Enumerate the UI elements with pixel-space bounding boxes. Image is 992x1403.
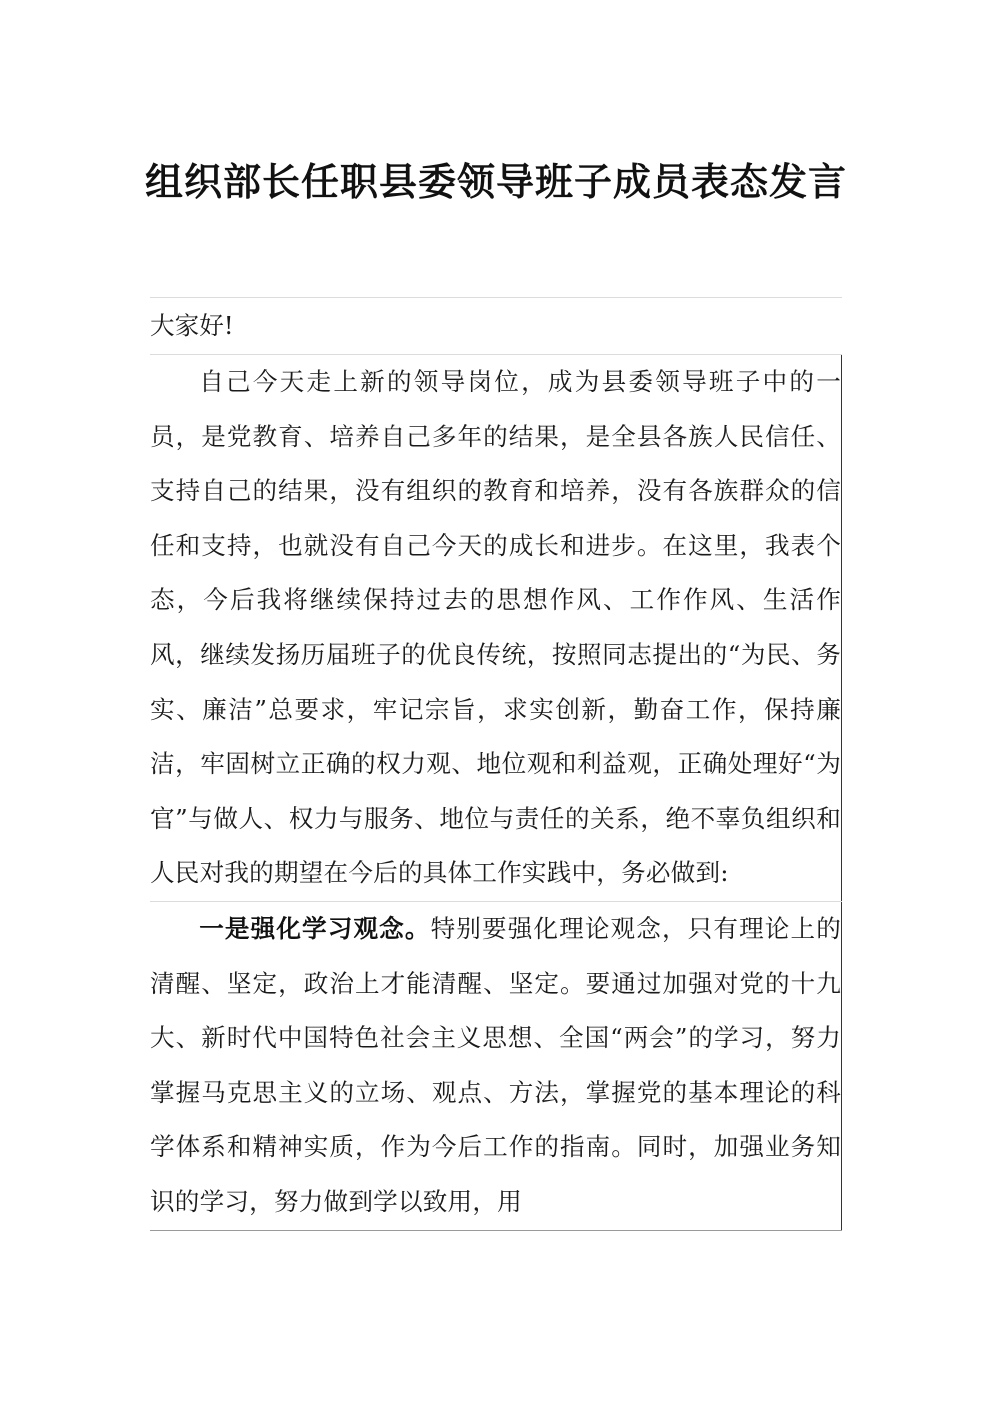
point-one-text: 特别要强化理论观念，只有理论上的清醒、坚定，政治上才能清醒、坚定。要通过加强对党的十九大、新时代中国特色社会主义思想、全国“两会”的学习，努力掌握马克思主义的立场、观点、方法，掌握党的基本理论的科学体系和精神实质，作为今后工作的指南。同时，加强业务知识的学习，努力做到学以致用，用 xyxy=(150,913,842,1216)
paragraph-intro: 自己今天走上新的领导岗位，成为县委领导班子中的一员，是党教育、培养自己多年的结果，是全县各族人民信任、支持自己的结果，没有组织的教育和培养，没有各族群众的信任和支持，也就没有自己今天的成长和进步。在这里，我表个态，今后我将继续保持过去的思想作风、工作作风、生活作风，继续发扬历届班子的优良传统，按照同志提出的“为民、务实、廉洁”总要求，牢记宗旨，求实创新，勤奋工作，保持廉洁，牢固树立正确的权力观、地位观和利益观，正确处理好“为官”与做人、权力与服务、地位与责任的关系，绝不辜负组织和人民对我的期望在今后的具体工作实践中，务必做到: xyxy=(150,355,842,901)
greeting-text: 大家好! xyxy=(150,311,234,340)
point-one-heading: 一是强化学习观念。 xyxy=(199,913,431,943)
document-body xyxy=(150,297,842,1231)
document-title: 组织部长任职县委领导班子成员表态发言 xyxy=(144,159,847,204)
divider xyxy=(150,1230,842,1231)
paragraph-point-one xyxy=(150,902,842,1230)
